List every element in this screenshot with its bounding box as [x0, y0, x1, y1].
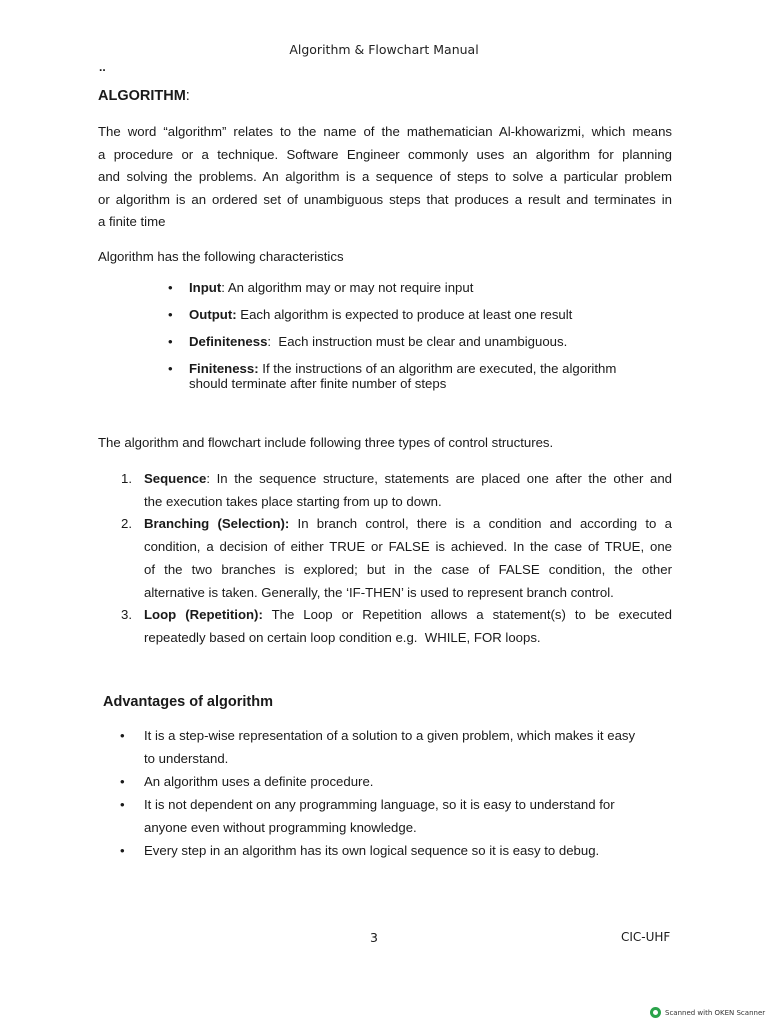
bullet: • [168, 280, 173, 295]
characteristic-term: Definiteness [189, 334, 268, 349]
structure-text-line: of the two branches is explored; but in the case of FALSE condition, the other [144, 561, 672, 577]
structure-term: Loop (Repetition): [144, 607, 263, 623]
bullet: • [168, 334, 173, 349]
header-mark: .. [99, 60, 106, 74]
intro-line: a procedure or a technique. Software Engineer commonly uses an algorithm for planning [98, 146, 672, 162]
scanner-watermark-text: Scanned with OKEN Scanner [665, 1008, 766, 1017]
intro-line: and solving the problems. An algorithm is a sequence of steps to solve a particular problem [98, 169, 672, 184]
bullet: • [120, 843, 125, 858]
advantage-line: It is not dependent on any programming language, so it is easy to understand for [144, 797, 615, 812]
structure-term: Branching (Selection): [144, 516, 290, 532]
item-number: 2. [121, 516, 132, 532]
intro-line: a finite time [98, 214, 166, 229]
advantage-line: An algorithm uses a definite procedure. [144, 774, 374, 789]
control-structure-item [118, 468, 672, 513]
structure-text: The Loop or Repetition allows a statement(s) to be executed [262, 607, 672, 623]
page-number: 3 [370, 930, 378, 945]
characteristic-text: An algorithm may or may not require input [224, 280, 474, 295]
intro-line: or algorithm is an ordered set of unambiguous steps that produces a result and terminates in [98, 191, 672, 207]
structure-text-line: condition, a decision of either TRUE or FALSE is achieved. In the case of TRUE, one [144, 539, 672, 555]
characteristic-text: If the instructions of an algorithm are executed, the algorithm [258, 361, 617, 376]
term-sep: : [221, 280, 225, 295]
structure-text: In branch control, there is a condition and according to a [289, 516, 672, 532]
characteristic-term: Input [189, 280, 222, 295]
bullet: • [120, 797, 125, 812]
scanner-watermark [650, 1007, 765, 1018]
heading-text: ALGORITHM [98, 88, 186, 104]
structure-text-line: alternative is taken. Generally, the ‘IF-THEN’ is used to represent branch control. [144, 584, 614, 600]
item-number: 1. [121, 471, 132, 486]
advantages-list [118, 724, 678, 862]
footer-org: CIC-UHF [621, 930, 671, 944]
structure-text-line: repeatedly based on certain loop condition e.g. WHILE, FOR loops. [144, 629, 541, 645]
advantages-heading: Advantages of algorithm [103, 694, 273, 710]
item-number: 3. [121, 607, 132, 623]
characteristic-text: Each instruction must be clear and unambiguous. [271, 334, 568, 349]
section-heading-algorithm [98, 88, 190, 104]
characteristic-text: Each algorithm is expected to produce at least one result [236, 307, 573, 322]
structure-text-line: the execution takes place starting from up to down. [144, 493, 442, 509]
term-sep: : [267, 334, 272, 349]
characteristic-term: Output: [189, 307, 237, 322]
advantage-line: Every step in an algorithm has its own logical sequence so it is easy to debug. [144, 843, 600, 858]
advantage-item [118, 724, 678, 770]
advantage-item [118, 839, 678, 862]
characteristics-lead: Algorithm has the following characteristics [98, 249, 344, 264]
control-structures-list [118, 468, 672, 650]
advantage-item [118, 770, 678, 793]
page-header-title: Algorithm & Flowchart Manual [289, 42, 479, 57]
heading-colon: : [185, 88, 190, 104]
bullet: • [168, 307, 173, 322]
characteristic-text-continued: should terminate after finite number of steps [189, 376, 447, 391]
intro-line: The word “algorithm” relates to the name of the mathematician Al-khowarizmi, which means [98, 124, 672, 139]
advantage-line: to understand. [144, 751, 229, 766]
scanner-logo-icon [650, 1007, 661, 1018]
advantage-line: anyone even without programming knowledge. [144, 820, 417, 835]
intro-paragraph [98, 121, 672, 234]
bullet: • [168, 361, 173, 376]
advantage-item [118, 793, 678, 839]
bullet: • [120, 774, 125, 789]
structure-term: Sequence [144, 471, 207, 486]
control-structure-item [118, 604, 672, 649]
characteristic-term: Finiteness: [189, 361, 259, 376]
control-structure-item [118, 513, 672, 604]
advantage-line: It is a step-wise representation of a solution to a given problem, which makes it easy [144, 728, 636, 743]
control-structures-lead: The algorithm and flowchart include following three types of control structures. [98, 435, 554, 450]
structure-text: : In the sequence structure, statements are placed one after the other and [206, 471, 672, 486]
bullet: • [120, 728, 125, 743]
